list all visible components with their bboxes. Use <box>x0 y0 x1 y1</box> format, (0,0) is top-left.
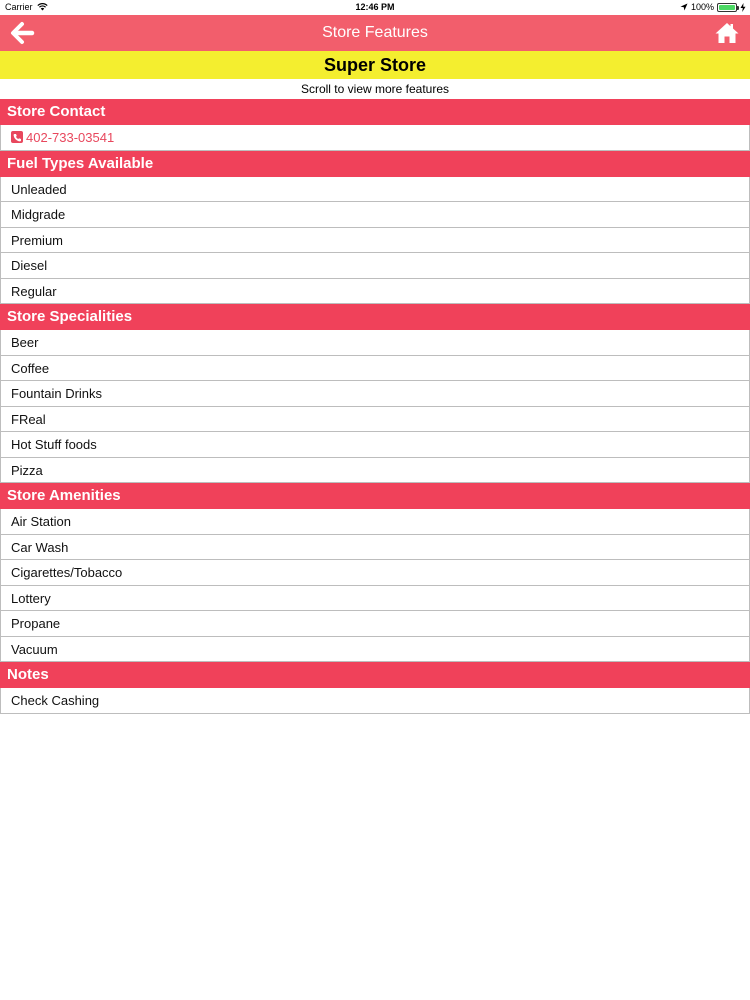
home-icon <box>714 21 740 45</box>
list-item: Check Cashing <box>0 688 750 714</box>
home-button[interactable] <box>714 21 740 45</box>
list-item: Cigarettes/Tobacco <box>0 560 750 586</box>
section-header: Store Amenities <box>0 483 750 509</box>
list-item: Coffee <box>0 356 750 382</box>
status-right <box>680 2 746 12</box>
navigation-bar <box>0 15 750 51</box>
list-item: Car Wash <box>0 535 750 561</box>
section-header: Notes <box>0 662 750 688</box>
phone-number: 402-733-03541 <box>26 129 115 145</box>
list-item: Vacuum <box>0 637 750 663</box>
status-bar <box>0 0 750 15</box>
features-list[interactable] <box>0 99 750 714</box>
list-item: Midgrade <box>0 202 750 228</box>
list-item: Premium <box>0 228 750 254</box>
carrier-label: Carrier <box>5 2 33 12</box>
list-item: Hot Stuff foods <box>0 432 750 458</box>
section-header: Store Specialities <box>0 304 750 330</box>
section-header: Store Contact <box>0 99 750 125</box>
phone-link[interactable] <box>0 125 750 151</box>
list-item: Unleaded <box>0 177 750 203</box>
list-item: Pizza <box>0 458 750 484</box>
store-name-banner: Super Store <box>0 51 750 79</box>
list-item: Lottery <box>0 586 750 612</box>
page-title: Store Features <box>322 24 428 41</box>
list-item: Regular <box>0 279 750 305</box>
scroll-hint: Scroll to view more features <box>300 82 450 96</box>
clock: 12:46 PM <box>355 2 395 12</box>
charging-icon <box>740 3 746 12</box>
list-item: Beer <box>0 330 750 356</box>
list-item: Diesel <box>0 253 750 279</box>
location-arrow-icon <box>680 3 688 11</box>
battery-percent: 100% <box>690 2 714 12</box>
list-item: Fountain Drinks <box>0 381 750 407</box>
section-header: Fuel Types Available <box>0 151 750 177</box>
list-item: FReal <box>0 407 750 433</box>
list-item: Air Station <box>0 509 750 535</box>
phone-icon <box>11 131 23 143</box>
battery-icon <box>717 3 737 12</box>
list-item: Propane <box>0 611 750 637</box>
